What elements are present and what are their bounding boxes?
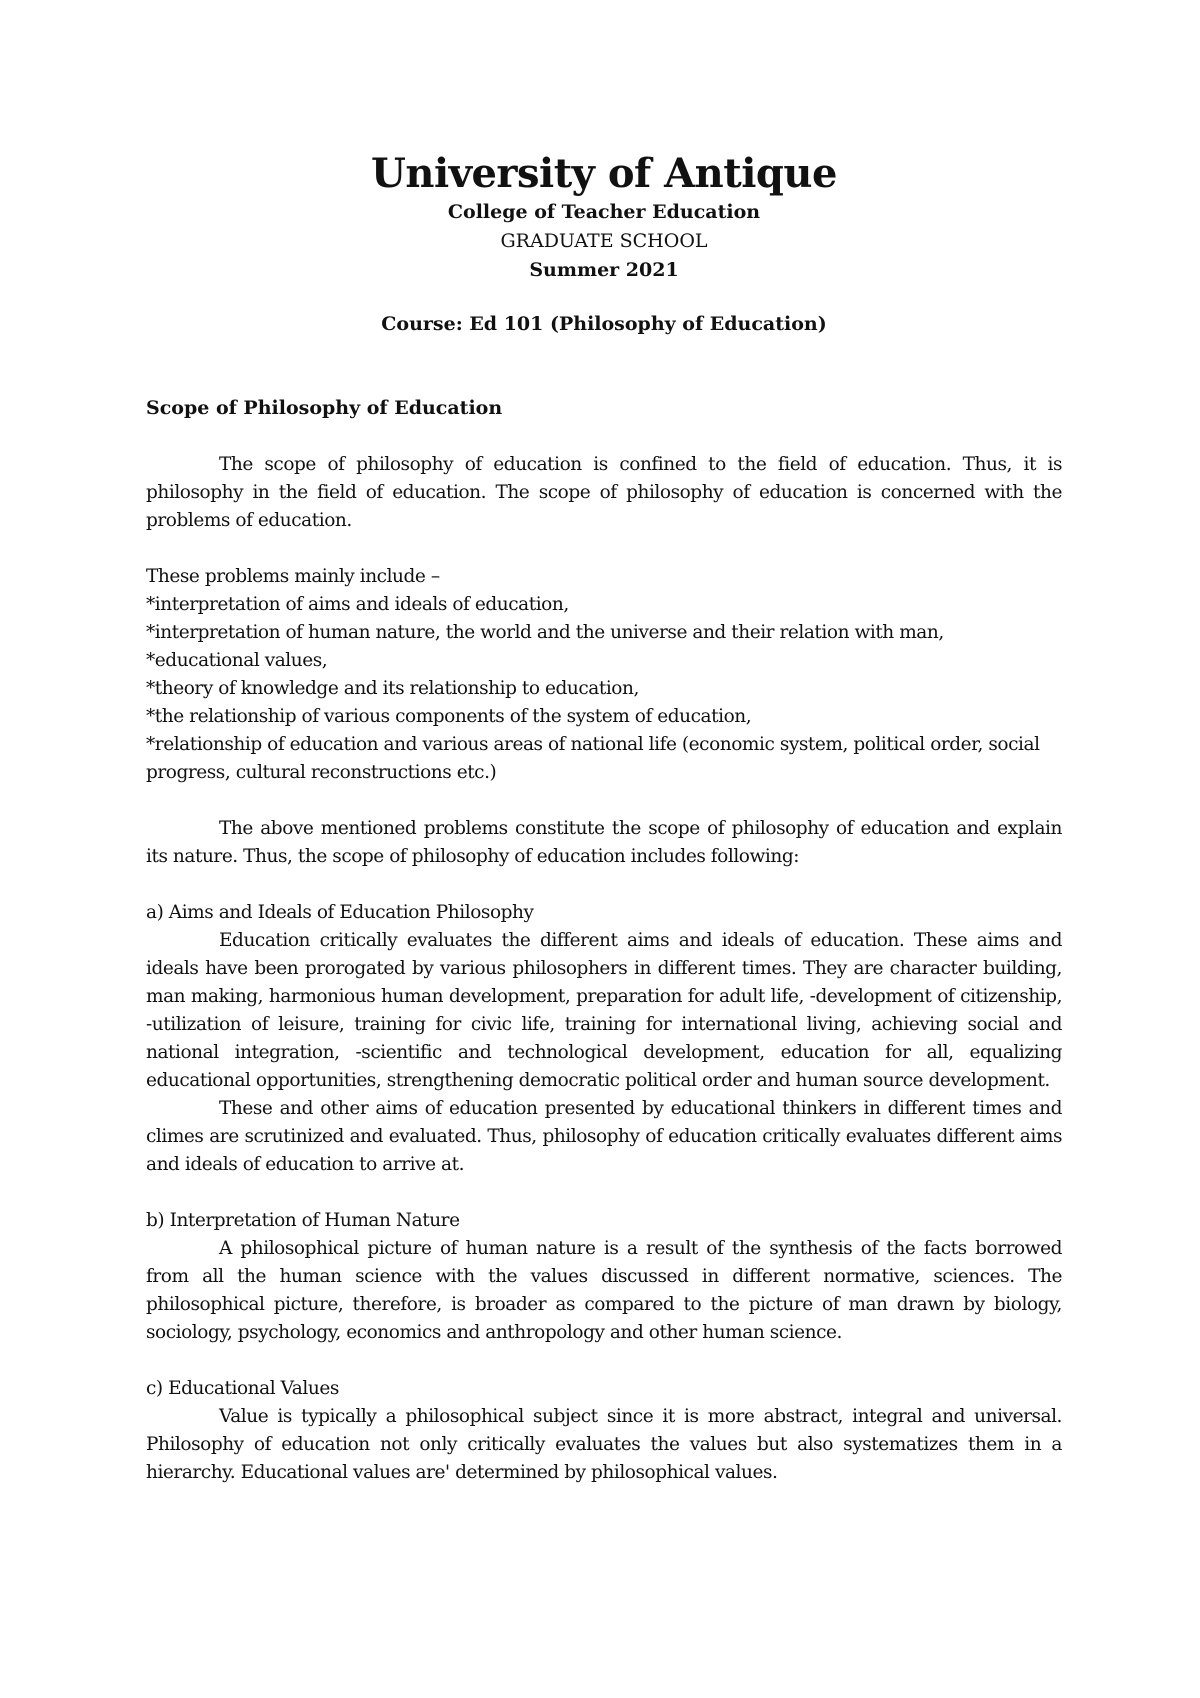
college-name: College of Teacher Education	[447, 201, 761, 223]
section-heading: b) Interpretation of Human Nature	[146, 1210, 460, 1231]
list-item: *interpretation of aims and ideals of education,	[146, 594, 569, 615]
summary-paragraph: The above mentioned problems constitute the scope of philosophy of education and explain its nature. Thus, the scope of philosophy of education includes following:	[146, 818, 1062, 867]
section-paragraph: Value is typically a philosophical subject since it is more abstract, integral and universal. Philosophy of education not only critically evaluates the values but also systematizes them in a hierarchy. Educational values are' determined by philosophical values.	[146, 1406, 1062, 1483]
document-header	[146, 150, 1062, 339]
section-paragraph: These and other aims of education presented by educational thinkers in different times and climes are scrutinized and evaluated. Thus, philosophy of education critically evaluates different aims and ideals of education to arrive at.	[146, 1098, 1062, 1175]
document-content	[146, 150, 1062, 1487]
section-paragraph: Education critically evaluates the different aims and ideals of education. These aims and ideals have been prorogated by various philosophers in different times. They are character building, man making, harmonious human development, preparation for adult life, -development of citizenship, -utilization of leisure, training for civic life, training for international living, achieving social and national integration, -scientific and technological development, education for all, equalizing educational opportunities, strengthening democratic political order and human source development.	[146, 930, 1062, 1091]
list-item: *interpretation of human nature, the world and the universe and their relation with man,	[146, 622, 944, 643]
list-item: *theory of knowledge and its relationship to education,	[146, 678, 639, 699]
section-b	[146, 1207, 1062, 1347]
list-item: *the relationship of various components of the system of education,	[146, 706, 752, 727]
section-heading: c) Educational Values	[146, 1378, 339, 1399]
problems-lead: These problems mainly include –	[146, 566, 440, 587]
problems-list	[146, 563, 1062, 787]
section-a	[146, 899, 1062, 1179]
school-name: GRADUATE SCHOOL	[500, 230, 708, 252]
section-title: Scope of Philosophy of Education	[146, 397, 503, 419]
list-item: *educational values,	[146, 650, 328, 671]
section-c	[146, 1375, 1062, 1487]
list-item: *relationship of education and various areas of national life (economic system, political order, social progress, cultural reconstructions etc.)	[146, 734, 1040, 783]
term-label: Summer 2021	[529, 259, 679, 281]
university-title: University of Antique	[371, 150, 837, 197]
section-heading: a) Aims and Ideals of Education Philosophy	[146, 902, 534, 923]
intro-paragraph: The scope of philosophy of education is confined to the field of education. Thus, it is philosophy in the field of education. The scope of philosophy of education is concerned with the problems of education.	[146, 454, 1062, 531]
course-title: Course: Ed 101 (Philosophy of Education)	[381, 313, 827, 335]
section-paragraph: A philosophical picture of human nature is a result of the synthesis of the facts borrowed from all the human science with the values discussed in different normative, sciences. The philosophical picture, therefore, is broader as compared to the picture of man drawn by biology, sociology, psychology, economics and anthropology and other human science.	[146, 1238, 1062, 1343]
